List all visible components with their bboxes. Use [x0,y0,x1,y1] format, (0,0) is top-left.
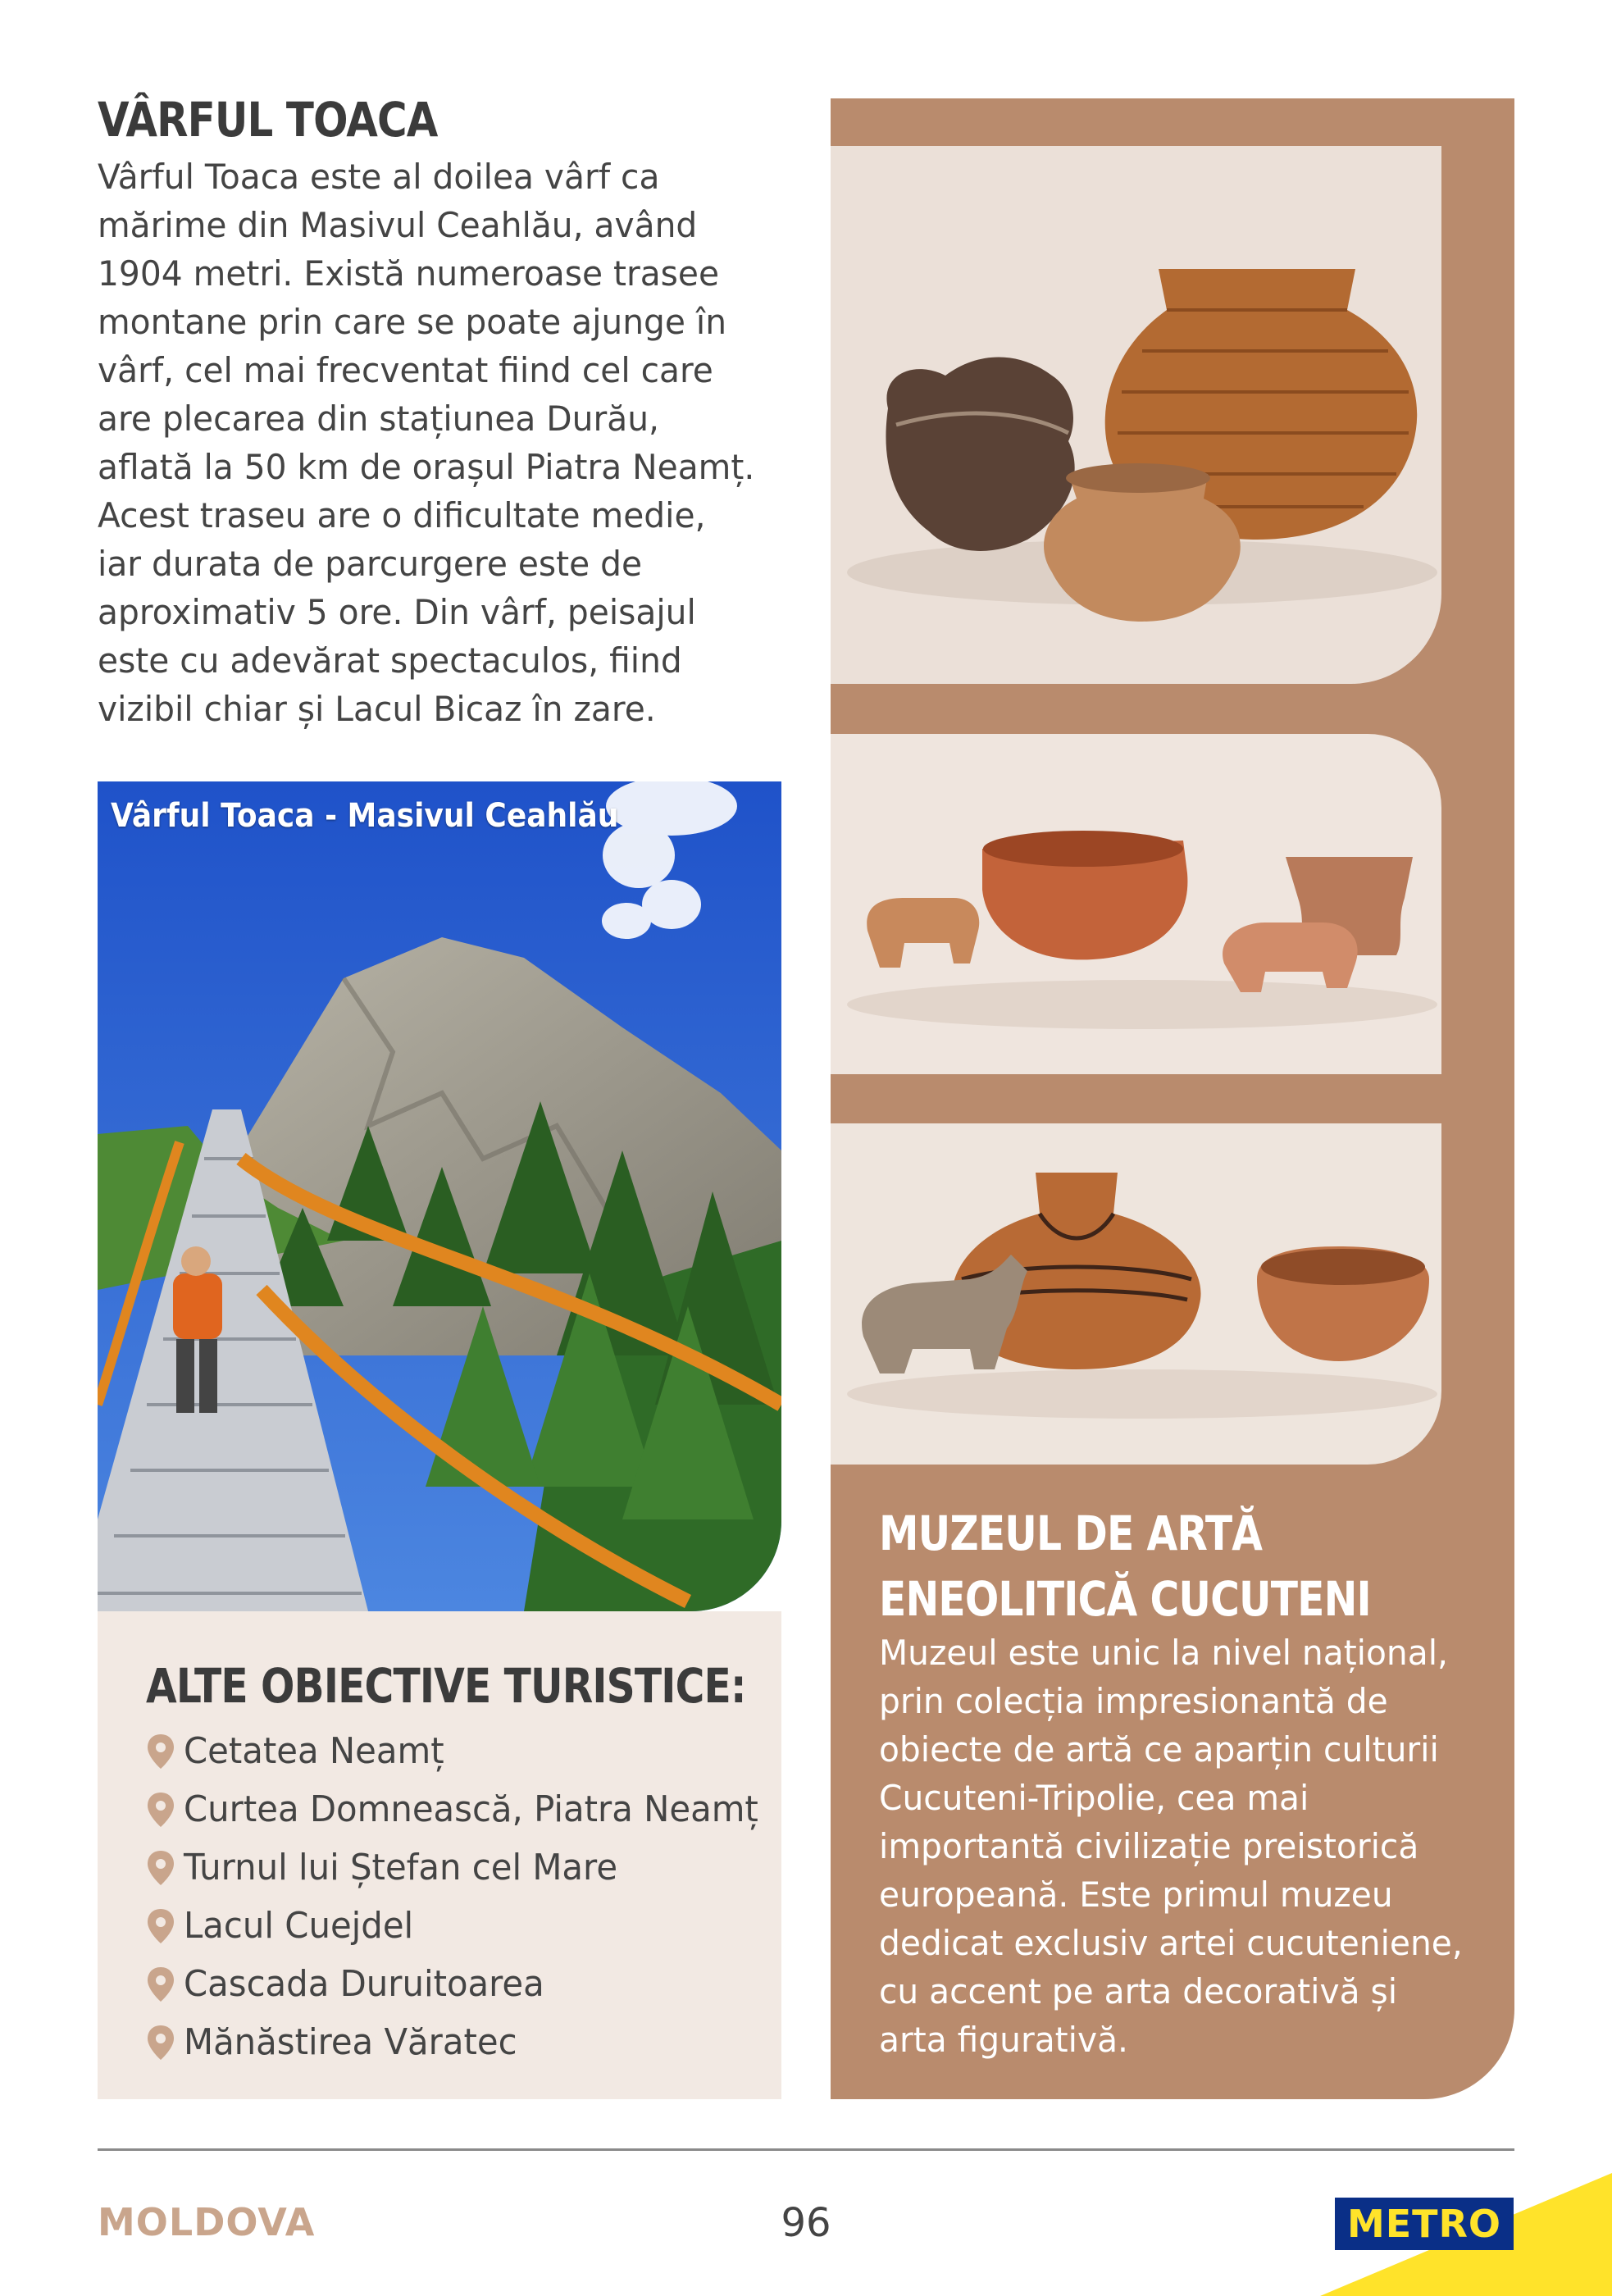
metro-logo [1335,2198,1514,2250]
location-pin-icon [146,1849,175,1887]
photo-cucuteni-pottery-1 [831,146,1441,684]
photo-varful-toaca [98,781,781,1611]
title-line: MUZEUL DE ARTĂ [879,1506,1263,1561]
objective-label: Turnul lui Ștefan cel Mare [184,1847,618,1888]
page-number: 96 [781,2200,831,2246]
other-objectives-list [146,1722,789,2071]
list-item [146,1897,789,1955]
location-pin-icon [146,1791,175,1829]
section-body-toaca: Vârful Toaca este al doilea vârf ca mărime din Masivul Ceahlău, având 1904 metri. Există numeroase trasee montane prin care se poate ajunge în vârf, cel mai frecventat fiind cel care are plecarea din stațiunea Durău, aflată la 50 km de orașul Piatra Neamț. Acest traseu are o dificultate medie, iar durata de parcurgere este de aproximativ 5 ore. Din vârf, peisajul este cu adevărat spectaculos, fiind vizibil chiar și Lacul Bicaz în zare. [98,157,755,729]
location-pin-icon [146,2024,175,2061]
other-objectives-title: ALTE OBIECTIVE TURISTICE: [146,1658,746,1714]
list-item [146,2013,789,2071]
location-pin-icon [146,1733,175,1770]
objective-label: Curtea Domnească, Piatra Neamț [184,1788,758,1830]
list-item [146,1838,789,1897]
pottery-illustration [831,146,1441,684]
pottery-illustration [831,734,1441,1074]
list-item [146,1780,789,1838]
section-body-muzeu: Muzeul este unic la nivel național, prin colecția impresionantă de obiecte de artă ce aparțin culturii Cucuteni-Tripolie, cea mai importantă civilizație preistorică europeană. Este primul muzeu dedicat exclusiv artei cucuteniene, cu accent pe arta decorativă și arta figurativă. [879,1633,1463,2060]
objective-label: Cascada Duruitoarea [184,1963,544,2005]
title-line: ENEOLITICĂ CUCUTENI [879,1571,1371,1627]
location-pin-icon [146,1907,175,1945]
list-item [146,1722,789,1780]
objective-label: Mănăstirea Văratec [184,2021,517,2063]
section-title-toaca: VÂRFUL TOACA [98,92,438,148]
photo-caption: Vârful Toaca - Masivul Ceahlău [111,797,619,835]
section-title-muzeu [879,1501,1402,1632]
list-item [146,1955,789,2013]
footer-region-label: MOLDOVA [98,2200,316,2244]
pottery-illustration [831,1123,1441,1465]
metro-logo-text: METRO [1346,2202,1502,2246]
photo-cucuteni-pottery-3 [831,1123,1441,1465]
objective-label: Cetatea Neamț [184,1730,444,1772]
photo-cucuteni-pottery-2 [831,734,1441,1074]
mountain-stairs-illustration [98,781,781,1611]
objective-label: Lacul Cuejdel [184,1905,414,1947]
location-pin-icon [146,1966,175,2003]
